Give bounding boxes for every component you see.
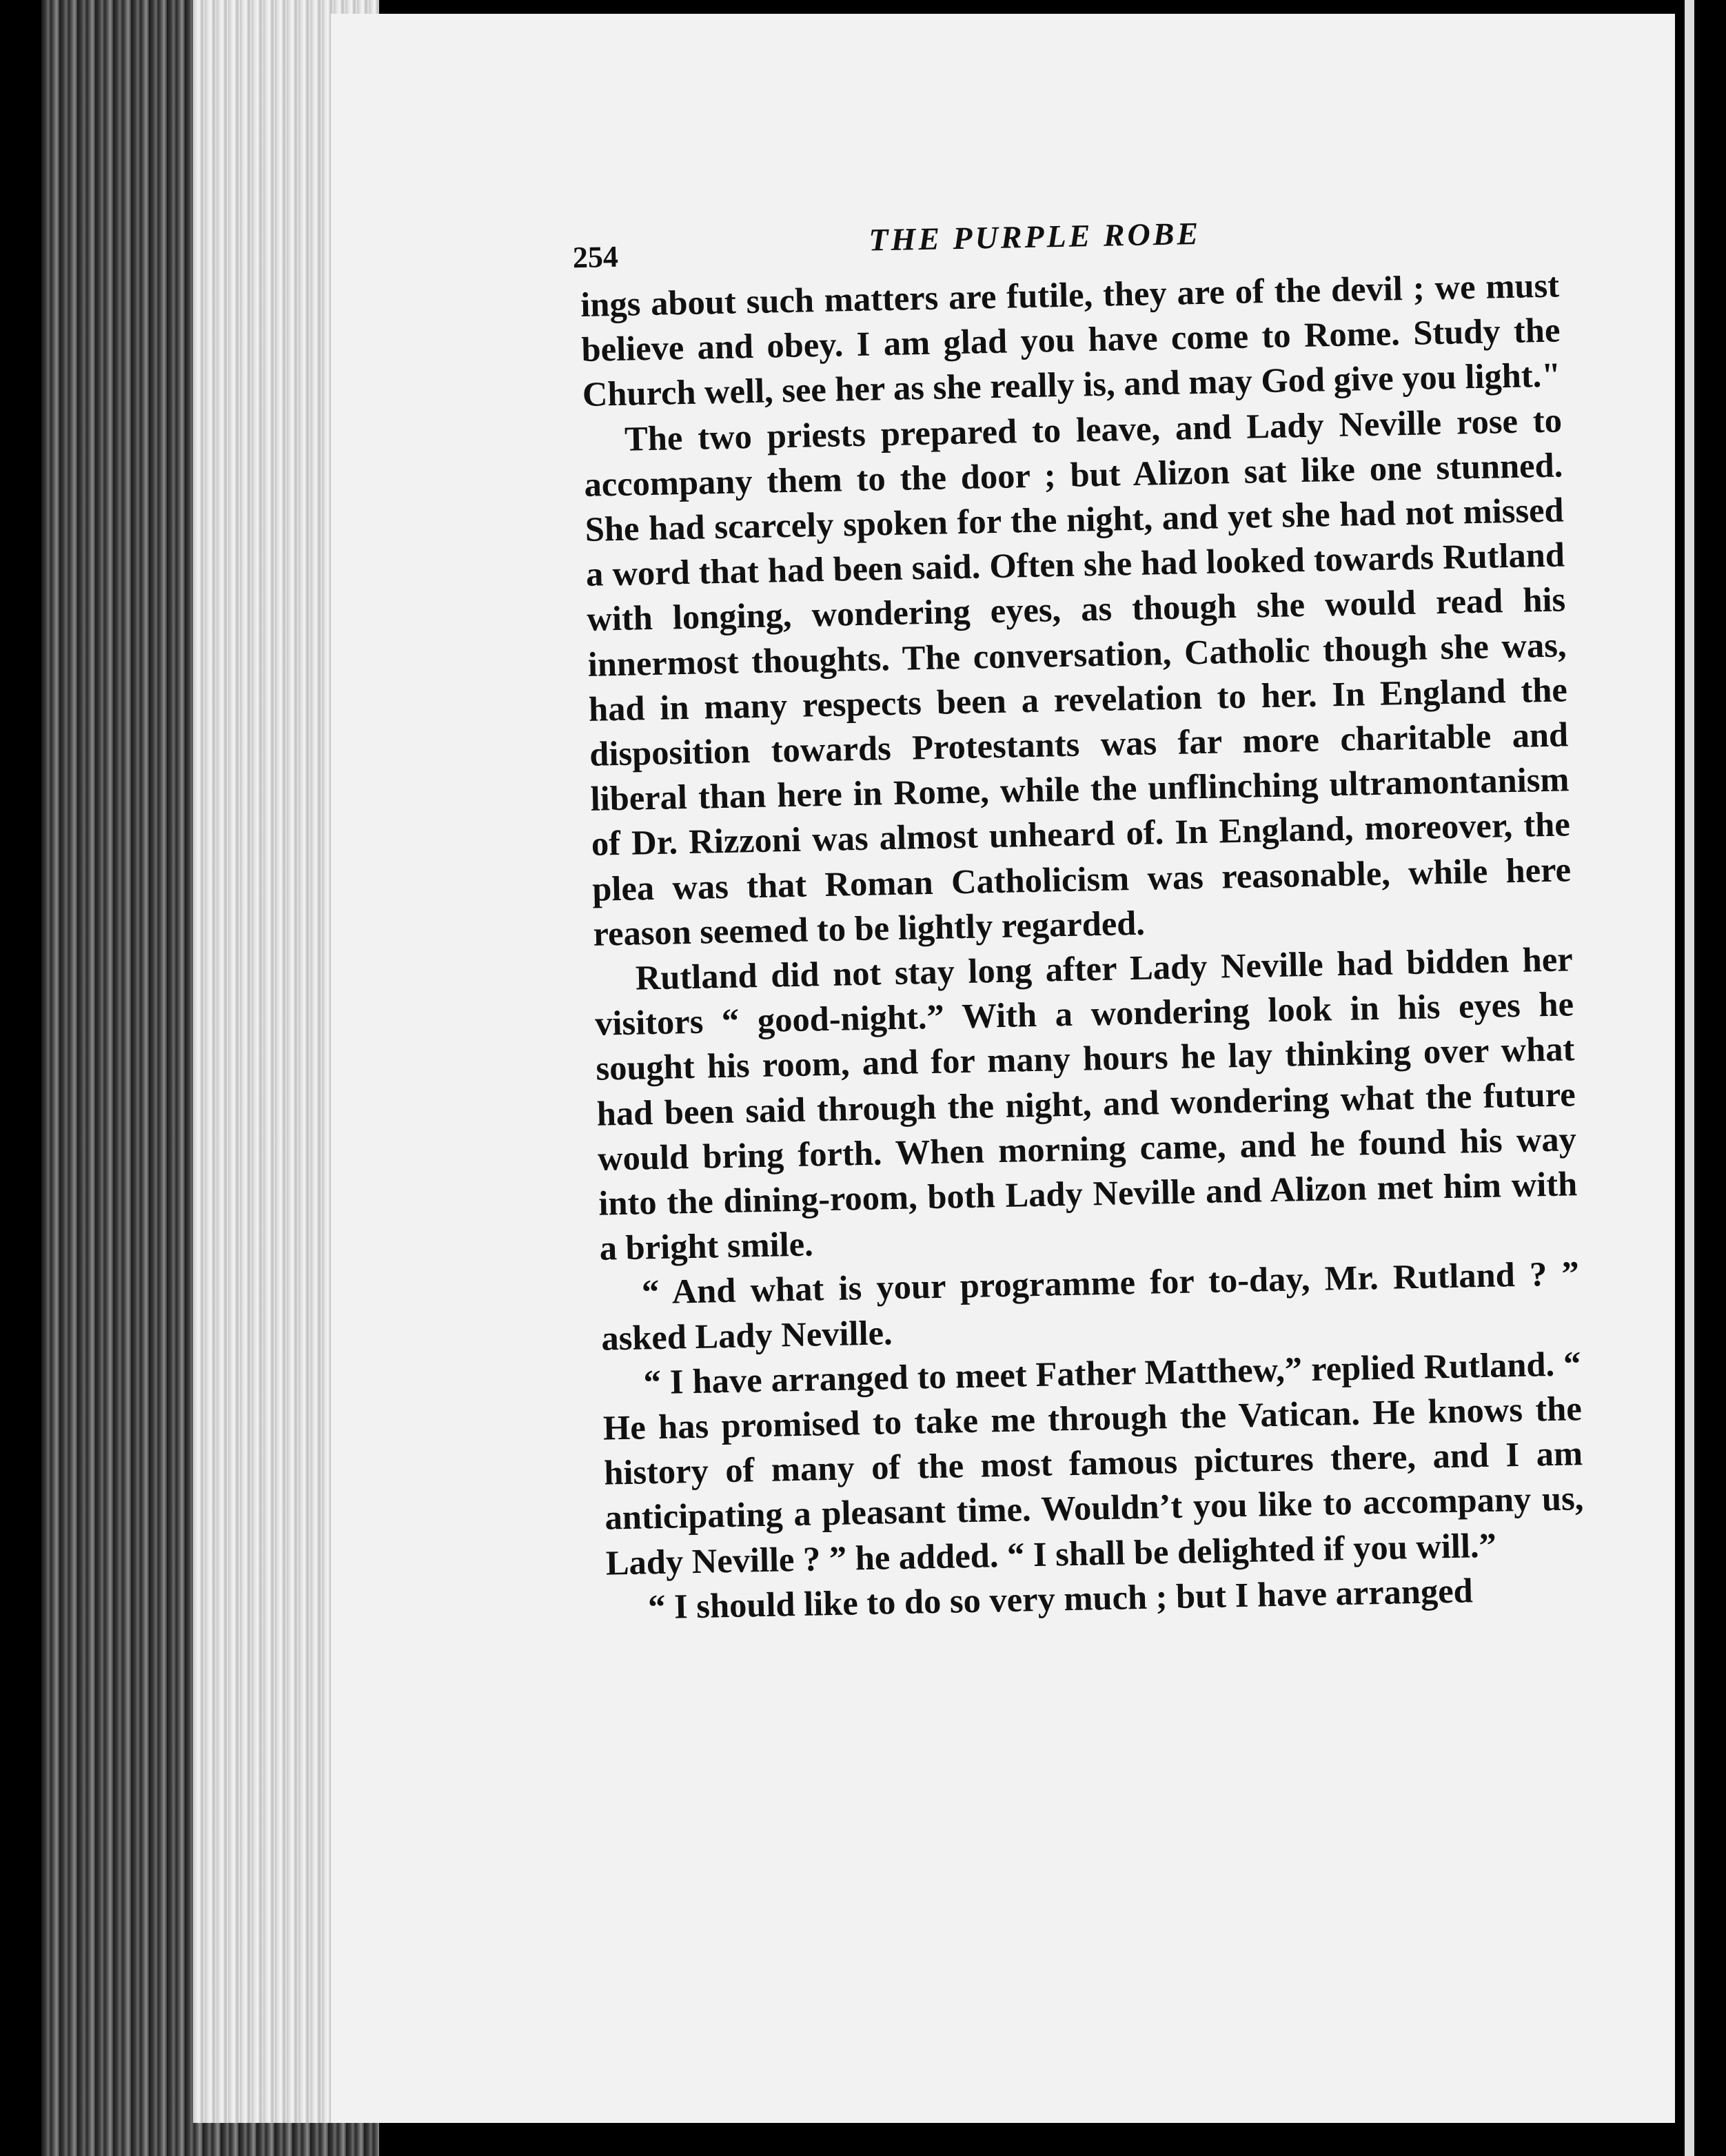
- page-number: 254: [572, 239, 619, 275]
- paragraph: The two priests prepared to leave, and Lady Neville rose to accompany them to the door ; but Alizon sat like one stunned. She had scarcely spoken for the night, and yet she had not missed a word that had been said. Often she had looked towards Rutland with longing, wondering eyes, as though she would read his innermost thoughts. The conversation, Catholic though she was, had in many respects been a revelation to her. In England the disposition towards Protestants was far more charitable and liberal than here in Rome, while the unflinching ultramontanism of Dr. Rizzoni was almost unheard of. In England, moreover, the plea was that Roman Catholicism was reasonable, while here reason seemed to be lightly regarded.: [583, 400, 1572, 953]
- body-text: [580, 263, 1586, 1630]
- paragraph: “ I have arranged to meet Father Matthew,” replied Rutland. “ He has promised to take me through the Vatican. He knows the history of many of the most famous pictures there, and I am anticipating a pleasant time. Wouldn’t you like to accompany us, Lady Neville ? ” he added. “ I shall be delighted if you will.”: [602, 1344, 1584, 1583]
- paragraph: “ I should like to do so very much ; but I have arranged: [647, 1571, 1474, 1627]
- binding-strip: [1675, 0, 1726, 2156]
- paragraph: Rutland did not stay long after Lady Neville had bidden her visitors “ good-night.” With a wondering look in his eyes he sought his room, and for many hours he lay thinking over what had been said through the night, and wondering what the future would bring forth. When morning came, and he found his way into the dining-room, both Lady Neville and Alizon met him with a bright smile.: [594, 939, 1578, 1268]
- running-title: THE PURPLE ROBE: [868, 215, 1201, 258]
- paragraph: ings about such matters are futile, they are of the devil ; we must believe and obey. I am glad you have come to Rome. Study the Church well, see her as she really is, and may God give you light.": [580, 265, 1561, 414]
- paragraph: “ And what is your programme for to-day, Mr. Rutland ? ” asked Lady Neville.: [600, 1254, 1580, 1358]
- page-content: [572, 208, 1586, 1631]
- binding-edge-line: [1685, 0, 1694, 2156]
